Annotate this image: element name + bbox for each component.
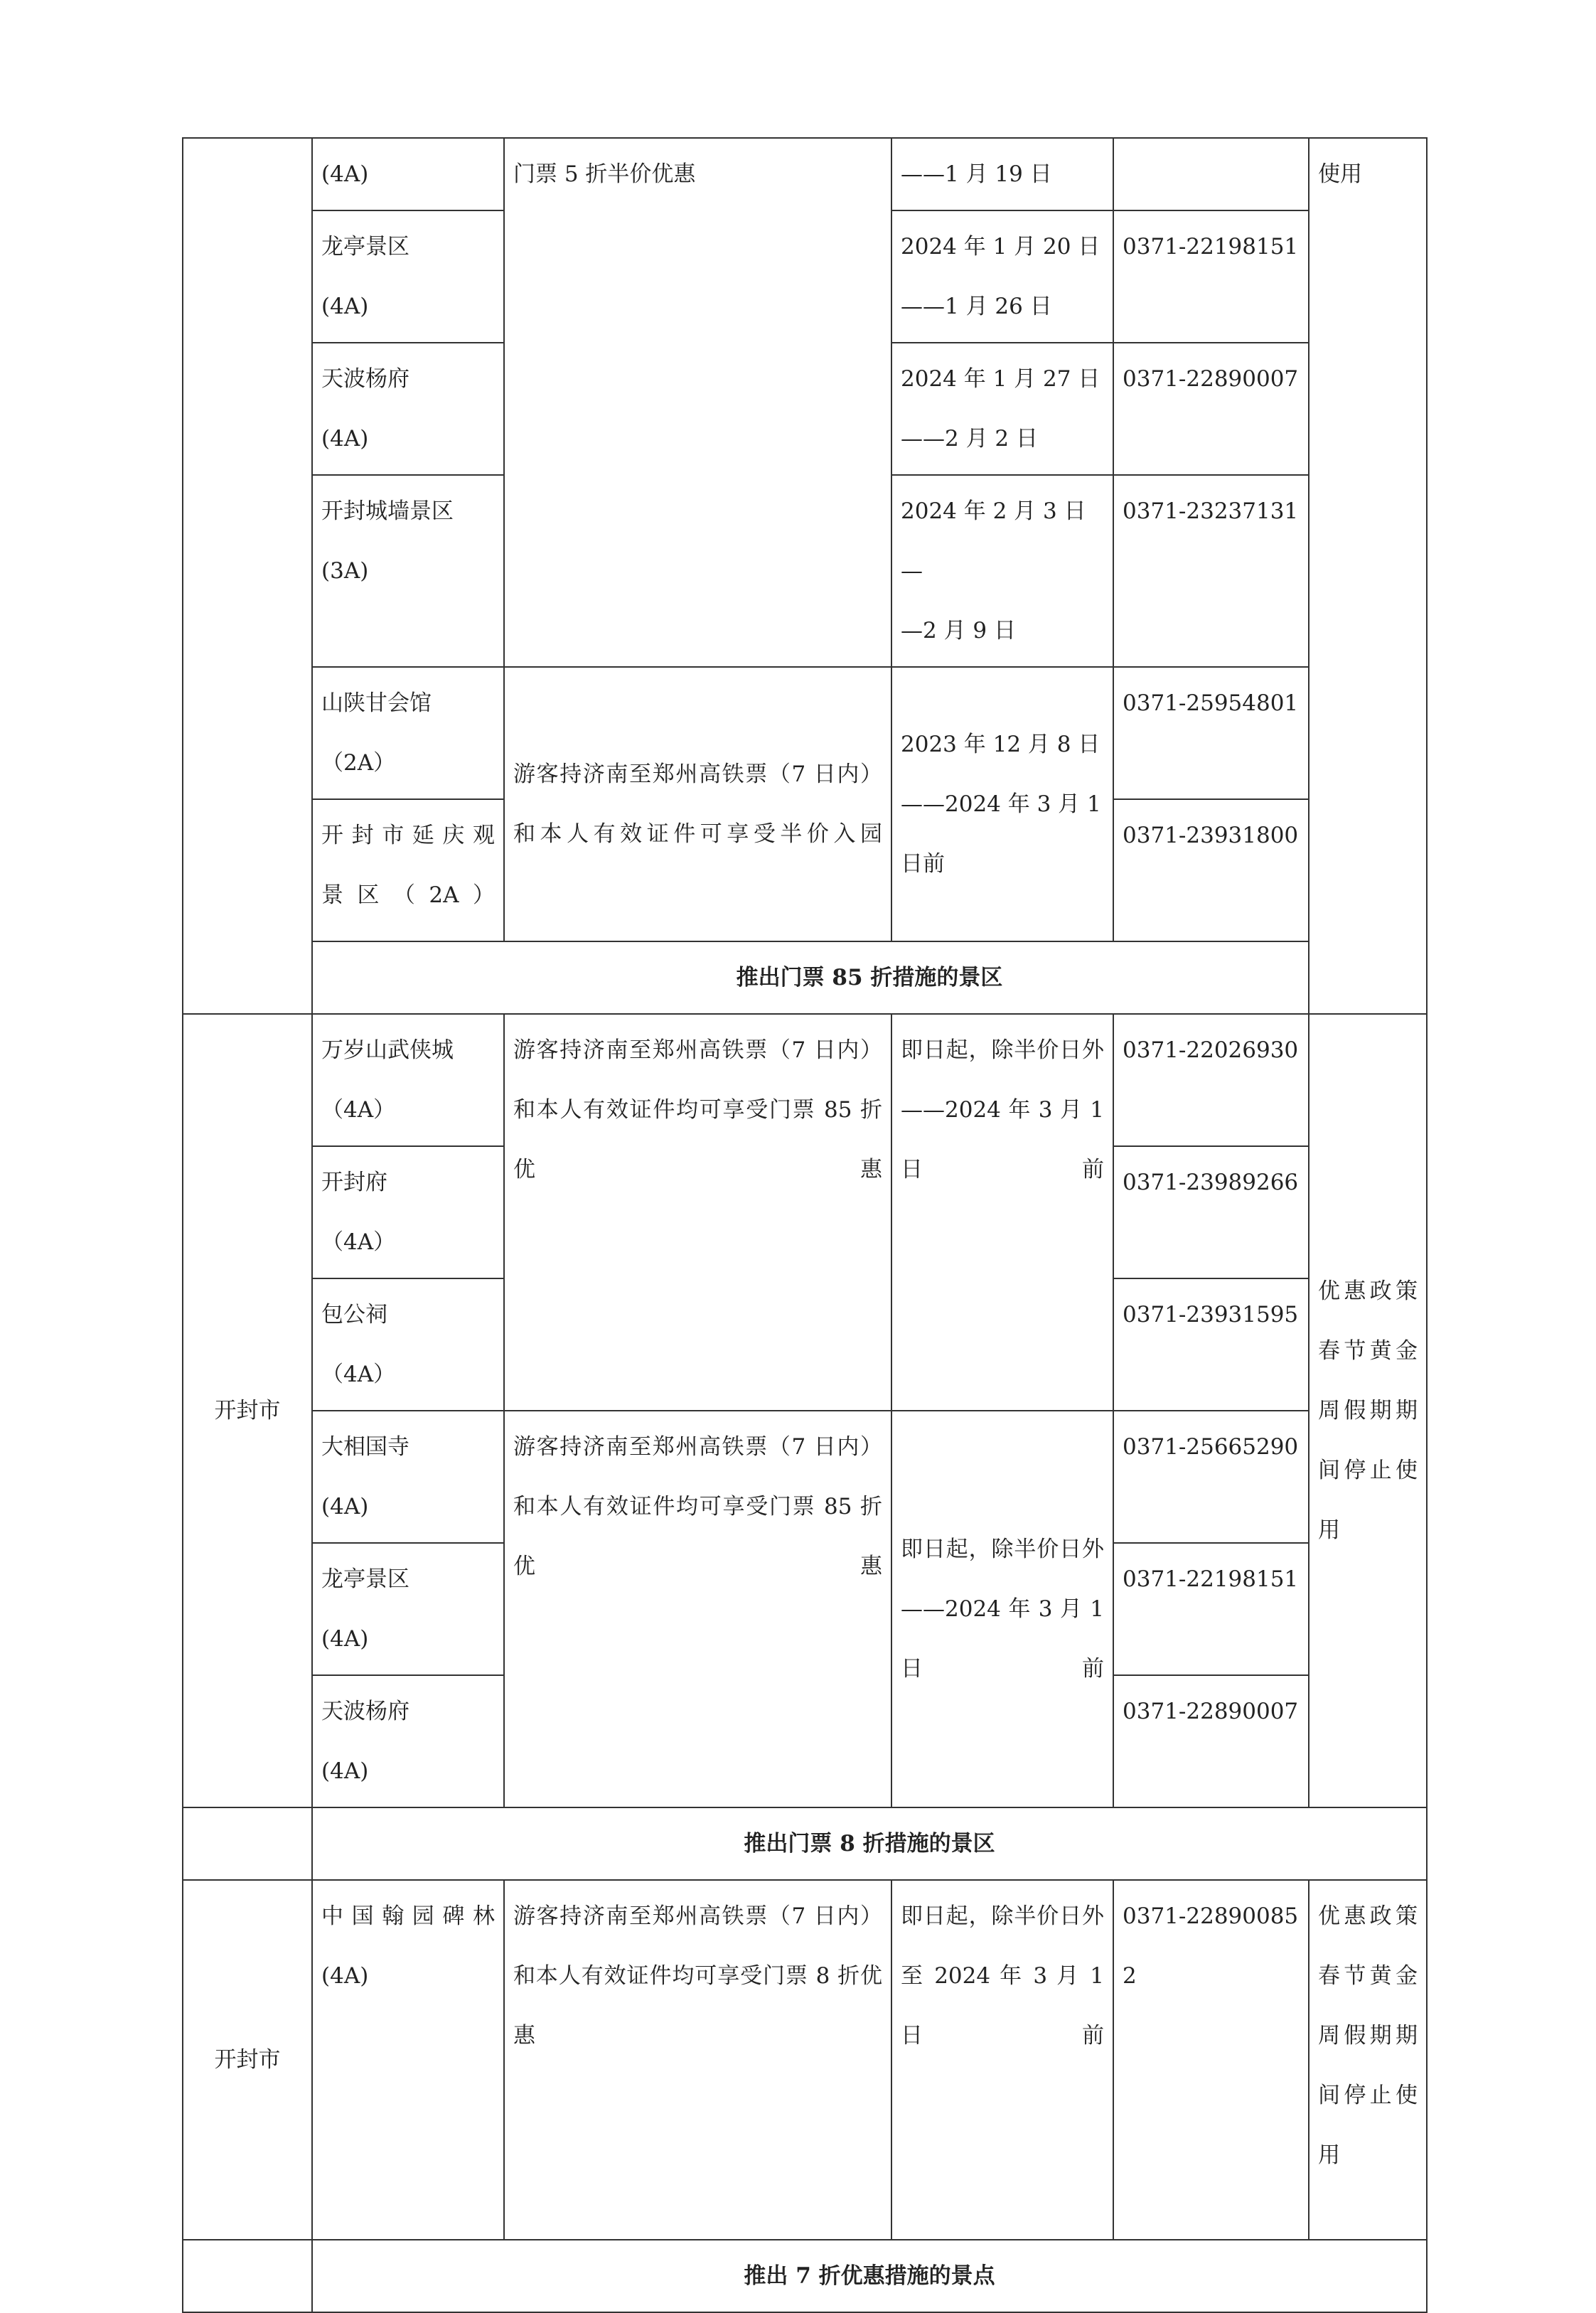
- section-heading: 推出门票 8 折措施的景区: [312, 1807, 1427, 1880]
- scenic-name-cell: [312, 138, 504, 210]
- phone-cell: [1113, 138, 1309, 210]
- period-text: ——1 月 19 日: [901, 161, 1052, 187]
- scenic-name-cell: [312, 667, 504, 799]
- period-text: 2024 年 1 月 20 日 ——1 月 26 日: [901, 234, 1100, 319]
- scenic-name-cell: [312, 1880, 504, 2240]
- period-text: 2024 年 2 月 3 日— —2 月 9 日: [901, 498, 1086, 643]
- phone-number: 0371-23931800: [1123, 823, 1299, 848]
- section-heading: 推出 7 折优惠措施的景点: [312, 2240, 1427, 2312]
- policy-text: 游客持济南至郑州高铁票（7 日内）和本人有效证件均可享受门票 85 折优惠: [513, 1037, 882, 1182]
- table-row: [183, 1014, 1427, 1146]
- policy-cell: [504, 1411, 891, 1807]
- scenic-name-cell: [312, 475, 504, 667]
- scenic-name-cell: [312, 1411, 504, 1543]
- period-cell: [891, 1411, 1113, 1807]
- phone-number: 0371-22026930: [1123, 1037, 1299, 1063]
- policy-text: 游客持济南至郑州高铁票（7 日内）和本人有效证件均可享受门票 85 折优惠: [513, 1434, 882, 1579]
- phone-cell: [1113, 1278, 1309, 1411]
- scenic-name: 开封市延庆观 景区（2A）: [321, 823, 495, 908]
- scenic-name-cell: [312, 1278, 504, 1411]
- phone-number: 0371-23237131: [1123, 498, 1299, 524]
- note-cell: [1309, 1880, 1427, 2240]
- phone-cell: [1113, 1014, 1309, 1146]
- scenic-name: 山陕甘会馆 （2A）: [321, 690, 432, 776]
- policy-text: 游客持济南至郑州高铁票（7 日内）和本人有效证件均可享受门票 8 折优惠: [513, 1903, 882, 2048]
- phone-number: 0371-23931595: [1123, 1302, 1299, 1328]
- city-cell: [183, 138, 312, 1014]
- scenic-name-cell: [312, 343, 504, 475]
- period-text: 2023 年 12 月 8 日——2024 年 3 月 1 日前: [901, 732, 1108, 877]
- scenic-name-cell: [312, 1543, 504, 1675]
- policy-cell: [504, 1880, 891, 2240]
- scenic-name-cell: [312, 1675, 504, 1807]
- section-heading: 推出门票 85 折措施的景区: [312, 941, 1427, 1014]
- phone-cell: [1113, 475, 1309, 667]
- scenic-name: 龙亭景区 (4A): [321, 234, 409, 319]
- phone-number: 0371-23989266: [1123, 1170, 1299, 1195]
- scenic-name-cell: [312, 210, 504, 343]
- phone-number: 0371-22198151: [1123, 234, 1299, 260]
- scenic-name: 开封府 （4A）: [321, 1170, 396, 1255]
- scenic-name-cell: [312, 1014, 504, 1146]
- period-text: 即日起，除半价日外至 2024 年 3 月 1 日前: [901, 1903, 1111, 2048]
- phone-number: 0371-22890007: [1123, 1699, 1299, 1724]
- table-row: [183, 667, 1427, 799]
- period-text: 即日起，除半价日外——2024 年 3 月 1 日前: [901, 1537, 1111, 1682]
- section-heading-row: [183, 941, 1427, 1014]
- period-cell: [891, 1880, 1113, 2240]
- scenic-name-cell: [312, 799, 504, 941]
- phone-cell: [1113, 1675, 1309, 1807]
- city-cell: 开封市: [183, 1880, 312, 2240]
- note-text: 优惠政策春节黄金周假期期间停止使用: [1318, 1903, 1418, 2168]
- scenic-name: 大相国寺 (4A): [321, 1434, 409, 1519]
- period-cell: [891, 475, 1113, 667]
- policy-cell: [504, 138, 891, 667]
- table-row: [183, 1880, 1427, 2240]
- scenic-name: (4A): [321, 161, 369, 187]
- phone-cell: [1113, 210, 1309, 343]
- phone-number: 0371-22198151: [1123, 1566, 1299, 1592]
- scenic-name: 天波杨府 (4A): [321, 366, 409, 452]
- empty-cell: [183, 1807, 312, 1880]
- phone-cell: [1113, 1411, 1309, 1543]
- policy-text: 游客持济南至郑州高铁票（7 日内）和本人有效证件可享受半价入园: [513, 762, 882, 847]
- note-text: 优惠政策春节黄金周假期期间停止使用: [1318, 1278, 1418, 1543]
- period-cell: [891, 667, 1113, 941]
- phone-cell: [1113, 343, 1309, 475]
- note-text: 使用: [1318, 161, 1362, 187]
- phone-number: 0371-25665290: [1123, 1434, 1299, 1460]
- phone-cell: [1113, 1146, 1309, 1278]
- scenic-name: 龙亭景区 (4A): [321, 1566, 409, 1652]
- discount-table: [182, 137, 1428, 2313]
- scenic-name: 包公祠 （4A）: [321, 1302, 396, 1387]
- scenic-name-cell: [312, 1146, 504, 1278]
- phone-cell: [1113, 667, 1309, 799]
- phone-number: 0371-22890085 2: [1123, 1903, 1299, 1989]
- table-row: [183, 138, 1427, 210]
- phone-number: 0371-22890007: [1123, 366, 1299, 392]
- policy-cell: [504, 1014, 891, 1411]
- empty-cell: [183, 2240, 312, 2312]
- phone-number: 0371-25954801: [1123, 690, 1299, 716]
- policy-text: 门票 5 折半价优惠: [513, 161, 696, 187]
- section-heading-row: [183, 1807, 1427, 1880]
- period-cell: [891, 343, 1113, 475]
- table-row: [183, 1411, 1427, 1543]
- period-cell: [891, 1014, 1113, 1411]
- phone-cell: [1113, 799, 1309, 941]
- note-cell: [1309, 1014, 1427, 1807]
- phone-cell: [1113, 1543, 1309, 1675]
- period-text: 即日起，除半价日外——2024 年 3 月 1 日前: [901, 1037, 1111, 1182]
- scenic-name: 万岁山武侠城 （4A）: [321, 1037, 454, 1123]
- period-cell: [891, 138, 1113, 210]
- period-text: 2024 年 1 月 27 日 ——2 月 2 日: [901, 366, 1100, 452]
- period-cell: [891, 210, 1113, 343]
- policy-cell: [504, 667, 891, 941]
- note-cell: [1309, 138, 1427, 1014]
- scenic-name: 开封城墙景区 (3A): [321, 498, 454, 584]
- phone-cell: [1113, 1880, 1309, 2240]
- city-cell: 开封市: [183, 1014, 312, 1807]
- scenic-name: 中国翰园碑林 (4A): [321, 1903, 495, 1989]
- scenic-name: 天波杨府 (4A): [321, 1699, 409, 1784]
- section-heading-row: [183, 2240, 1427, 2312]
